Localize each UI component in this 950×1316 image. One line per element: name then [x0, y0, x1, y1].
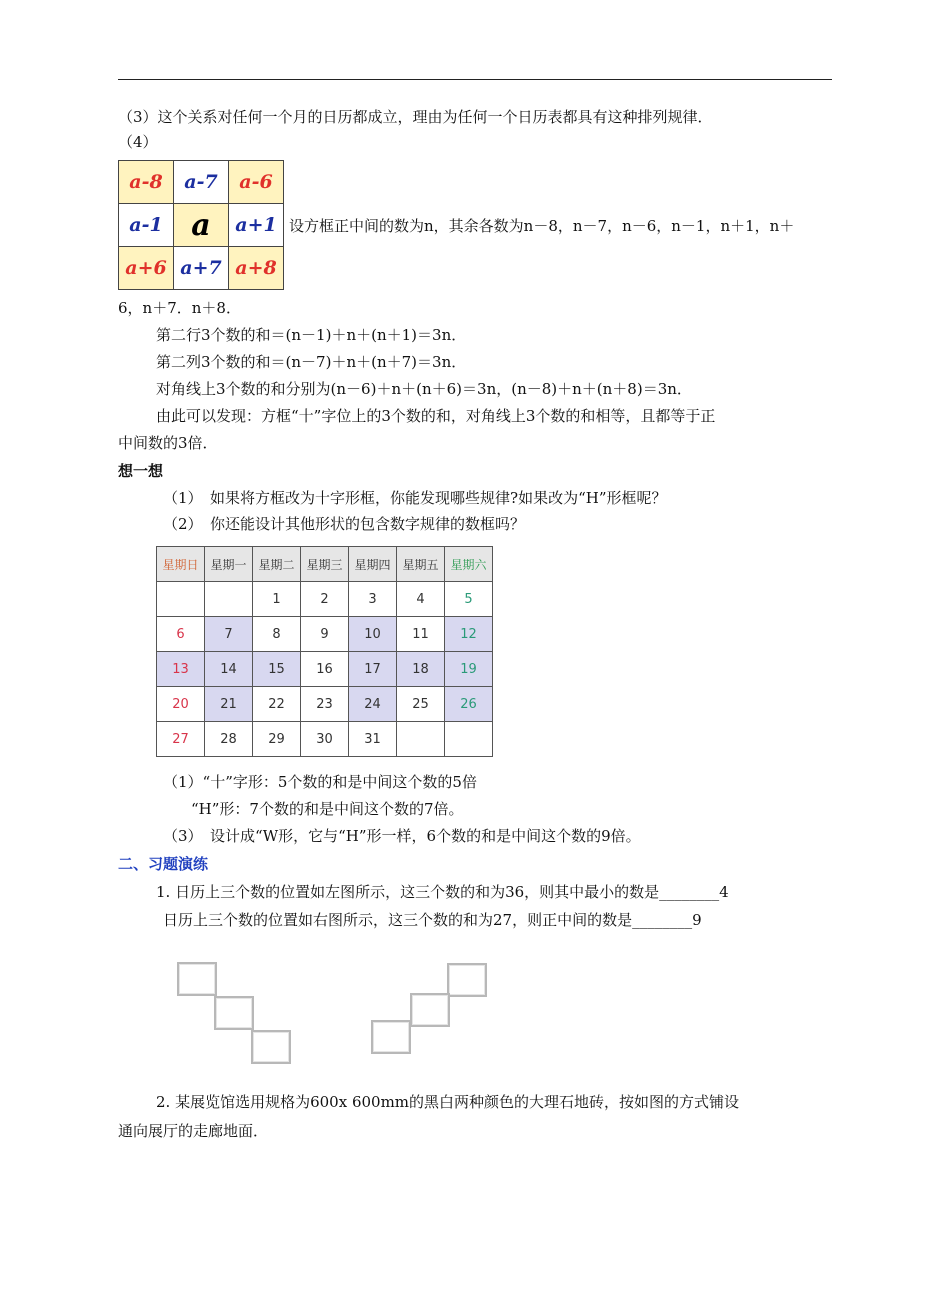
- calendar-cell: 13: [157, 652, 205, 687]
- calendar-cell: 6: [157, 617, 205, 652]
- right-diagram-box: [371, 1020, 411, 1054]
- calendar-row: [157, 687, 493, 722]
- weekday-header: 星期一: [205, 547, 253, 582]
- weekday-header: 星期日: [157, 547, 205, 582]
- grid-description: 设方框正中间的数为n，其余各数为n－8，n－7，n－6，n－1，n＋1，n＋: [289, 217, 795, 235]
- calendar-cell: 22: [253, 687, 301, 722]
- exercises-heading: 二、习题演练: [118, 855, 209, 873]
- calendar-cell: 4: [397, 582, 445, 617]
- calendar-table: [156, 546, 493, 757]
- paragraph-4-label: （4）: [118, 133, 158, 151]
- calendar-cell: [445, 722, 493, 757]
- answer-2: “H”形：7个数的和是中间这个数的7倍。: [191, 800, 464, 818]
- diagonal-sum: 对角线上3个数的和分别为(n－6)＋n＋(n＋6)＝3n，(n－8)＋n＋(n＋8)＝3n．: [156, 380, 692, 398]
- calendar-cell: 23: [301, 687, 349, 722]
- number-grid-3x3: [118, 160, 284, 290]
- calendar-cell: 9: [301, 617, 349, 652]
- calendar-header-row: [157, 547, 493, 582]
- grid-cell: a+7: [174, 247, 229, 290]
- grid-cell: a-8: [119, 161, 174, 204]
- left-diagram-box: [177, 962, 217, 996]
- calendar-cell: 14: [205, 652, 253, 687]
- calendar-cell: 15: [253, 652, 301, 687]
- exercise-2: 2. 某展览馆选用规格为600x 600mm的黑白两种颜色的大理石地砖，按如图的方式铺设: [156, 1093, 740, 1111]
- answer-3: （3） 设计成“W形，它与“H”形一样，6个数的和是中间这个数的9倍。: [163, 827, 641, 845]
- header-rule: [118, 79, 832, 80]
- calendar-row: [157, 582, 493, 617]
- exercise-1-cont: 日历上三个数的位置如右图所示，这三个数的和为27，则正中间的数是________9: [163, 911, 702, 929]
- grid-cell: a-1: [119, 204, 174, 247]
- grid-cell: a-6: [229, 161, 284, 204]
- calendar-cell: 25: [397, 687, 445, 722]
- left-diagram-box: [251, 1030, 291, 1064]
- calendar-cell: 11: [397, 617, 445, 652]
- calendar-row: [157, 722, 493, 757]
- grid-center-cell: a: [174, 204, 229, 247]
- calendar-cell: [157, 582, 205, 617]
- row-sum: 第二行3个数的和＝(n－1)＋n＋(n＋1)＝3n．: [156, 326, 467, 344]
- weekday-header: 星期二: [253, 547, 301, 582]
- calendar-cell: 8: [253, 617, 301, 652]
- grid-cell: a-7: [174, 161, 229, 204]
- grid-cell: a+1: [229, 204, 284, 247]
- calendar-cell: 12: [445, 617, 493, 652]
- exercise-2-cont: 通向展厅的走廊地面．: [118, 1122, 269, 1140]
- calendar-cell: 28: [205, 722, 253, 757]
- calendar-cell: 21: [205, 687, 253, 722]
- answer-1: （1）“十”字形：5个数的和是中间这个数的5倍: [163, 773, 477, 791]
- calendar-cell: 10: [349, 617, 397, 652]
- calendar-row: [157, 617, 493, 652]
- calendar-cell: 16: [301, 652, 349, 687]
- conclusion-cont: 中间数的3倍．: [118, 434, 218, 452]
- calendar-cell: 18: [397, 652, 445, 687]
- calendar-cell: 5: [445, 582, 493, 617]
- calendar-cell: 31: [349, 722, 397, 757]
- calendar-cell: [205, 582, 253, 617]
- calendar-cell: 27: [157, 722, 205, 757]
- right-diagram-box: [410, 993, 450, 1027]
- calendar-cell: 3: [349, 582, 397, 617]
- calendar-cell: 1: [253, 582, 301, 617]
- think-question-2: （2） 你还能设计其他形状的包含数字规律的数框吗？: [163, 515, 526, 533]
- weekday-header: 星期四: [349, 547, 397, 582]
- think-heading: 想一想: [118, 462, 164, 480]
- column-sum: 第二列3个数的和＝(n－7)＋n＋(n＋7)＝3n．: [156, 353, 467, 371]
- calendar-row: [157, 652, 493, 687]
- think-question-1: （1） 如果将方框改为十字形框，你能发现哪些规律?如果改为“H”形框呢？: [163, 489, 667, 507]
- grid-cell: a+6: [119, 247, 174, 290]
- conclusion: 由此可以发现：方框“十”字位上的3个数的和，对角线上3个数的和相等，且都等于正: [156, 407, 716, 425]
- calendar-cell: 19: [445, 652, 493, 687]
- paragraph-3: （3）这个关系对任何一个月的日历都成立，理由为任何一个日历表都具有这种排列规律．: [118, 108, 713, 126]
- weekday-header: 星期三: [301, 547, 349, 582]
- right-diagram-box: [447, 963, 487, 997]
- exercise-1: 1. 日历上三个数的位置如左图所示，这三个数的和为36，则其中最小的数是________4: [156, 883, 729, 901]
- calendar-cell: 17: [349, 652, 397, 687]
- calendar-cell: 24: [349, 687, 397, 722]
- calendar-cell: 26: [445, 687, 493, 722]
- calendar-cell: 20: [157, 687, 205, 722]
- grid-description-cont: 6，n＋7．n＋8．: [118, 299, 241, 317]
- grid-cell: a+8: [229, 247, 284, 290]
- calendar-cell: 30: [301, 722, 349, 757]
- calendar-cell: [397, 722, 445, 757]
- weekday-header: 星期六: [445, 547, 493, 582]
- calendar-cell: 7: [205, 617, 253, 652]
- weekday-header: 星期五: [397, 547, 445, 582]
- left-diagram-box: [214, 996, 254, 1030]
- calendar-cell: 2: [301, 582, 349, 617]
- calendar-cell: 29: [253, 722, 301, 757]
